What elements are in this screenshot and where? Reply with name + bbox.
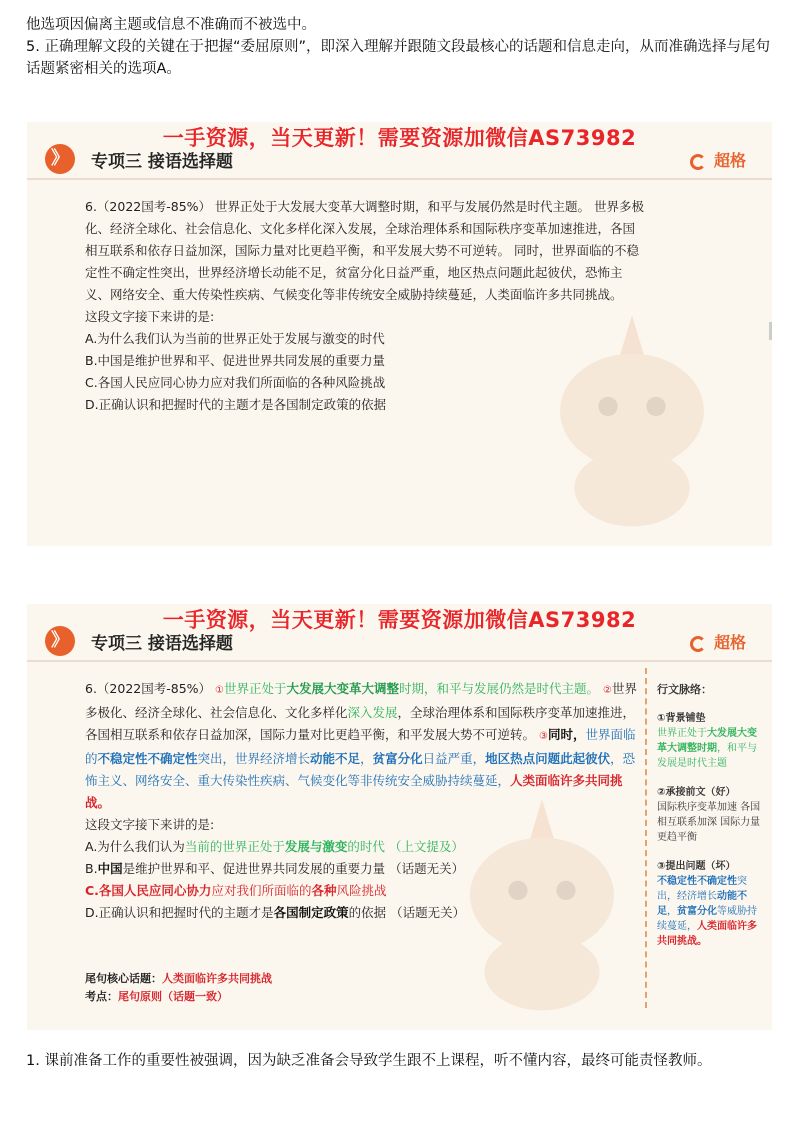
question-text: 这段文字接下来讲的是: (85, 309, 215, 324)
option-a: A.为什么我们认为当前的世界正处于发展与激变的时代 (85, 331, 385, 346)
promo-banner: 一手资源，当天更新！需要资源加微信AS73982 (162, 608, 637, 632)
sidebar-step-1-body: 世界正处于大发展大变革大调整时期，和平与发展是时代主题 (657, 728, 757, 769)
sidebar-title: 行文脉络： (657, 683, 712, 696)
structure-sidebar (657, 682, 762, 949)
intro-line-2: 5. 正确理解文段的关键在于把握“委屈原则”，即深入理解并跟随文段最核心的话题和信息走向，从而准确选择与尾句话题紧密相关的选项A。 (26, 39, 770, 77)
option-d: D.正确认识和把握时代的主题才是各国制定政策的依据 （话题无关） (85, 905, 466, 920)
option-a: A.为什么我们认为当前的世界正处于发展与激变的时代 （上文提及） (85, 839, 464, 854)
passage-text: 6.（2022国考-85%） 世界正处于大发展大变革大调整时期，和平与发展仍然是时代主题。 世界多极化、经济全球化、社会信息化、文化多样化深入发展，全球治理体系和国际秩序变革加速推进，各国相互联系和依存日益加深，国际力量对比更趋平衡，和平发展大势不可逆转。 同时，世界面临的不稳定性不确定性突出，世界经济增长动能不足，贫富分化日益严重，地区热点问题此起彼伏，恐怖主义、网络安全、重大传染性疾病、气候变化等非传统安全威胁持续蔓延，人类面临许多共同挑战。 (85, 199, 644, 302)
g-logo-icon (690, 636, 706, 652)
annotated-passage-text: 6.（2022国考-85%） ①世界正处于大发展大变革大调整时期，和平与发展仍然是时代主题。 ②世界多极化、经济全球化、社会信息化、文化多样化深入发展，全球治理体系和国际秩序变革加速推进，各国相互联系和依存日益加深，国际力量对比更趋平衡，和平发展大势不可逆转。 ③同时，世界面临的不稳定性不确定性突出，世界经济增长动能不足，贫富分化日益严重，地区热点问题此起彼伏，恐怖主义、网络安全、重大传染性疾病、气候变化等非传统安全威胁持续蔓延，人类面临许多共同挑战。 (85, 681, 638, 810)
marker-1: ① (215, 685, 224, 696)
chevron-icon: 》 (45, 626, 75, 656)
header-divider (27, 178, 772, 180)
passage (85, 196, 645, 416)
option-d: D.正确认识和把握时代的主题才是各国制定政策的依据 (85, 397, 387, 412)
promo-banner: 一手资源，当天更新！需要资源加微信AS73982 (162, 126, 637, 150)
sidebar-step-2-body: 国际秩序变革加速 各国相互联系加深 国际力量更趋平衡 (657, 802, 761, 843)
core-topic: 尾句核心话题：人类面临许多共同挑战 (85, 972, 272, 985)
option-b: B.中国是维护世界和平、促进世界共同发展的重要力量 (85, 353, 386, 368)
sidebar-step-1: ①背景铺垫 (657, 713, 706, 724)
scroll-marker (769, 322, 772, 340)
header-divider (27, 660, 772, 662)
brand-logo: 超格 (690, 630, 746, 653)
brand-logo: 超格 (690, 148, 746, 171)
option-b: B.中国是维护世界和平、促进世界共同发展的重要力量 （话题无关） (85, 861, 465, 876)
sidebar-step-2: ②承接前文（好） (657, 787, 736, 798)
slide-1 (27, 122, 772, 546)
sidebar-divider (645, 668, 647, 1008)
marker-2: ② (603, 685, 612, 696)
chevron-icon: 》 (45, 144, 75, 174)
option-c: C.各国人民应同心协力应对我们所面临的各种风险挑战 (85, 883, 387, 898)
option-c: C.各国人民应同心协力应对我们所面临的各种风险挑战 (85, 375, 386, 390)
slide-title: 专项三 接语选择题 (91, 152, 233, 172)
intro-line-1: 他选项因偏离主题或信息不准确而不被选中。 (26, 17, 316, 33)
answer-notes (85, 970, 272, 1006)
g-logo-icon (690, 154, 706, 170)
slide-header (27, 622, 772, 656)
slide-header (27, 140, 772, 174)
sidebar-step-3-body: 不稳定性不确定性突出，经济增长动能不足，贫富分化等威胁持续蔓延，人类面临许多共同挑战。 (657, 876, 757, 947)
outro-text: 1. 课前准备工作的重要性被强调，因为缺乏准备会导致学生跟不上课程，听不懂内容，最终可能责怪教师。 (26, 1053, 712, 1069)
question-text: 这段文字接下来讲的是: (85, 817, 215, 832)
test-point: 考点：尾句原则（话题一致） (85, 990, 228, 1003)
marker-3: ③ (539, 731, 548, 742)
annotated-passage (85, 678, 645, 924)
slide-title: 专项三 接语选择题 (91, 634, 233, 654)
sidebar-step-3: ③提出问题（坏） (657, 861, 736, 872)
slide-2 (27, 604, 772, 1030)
